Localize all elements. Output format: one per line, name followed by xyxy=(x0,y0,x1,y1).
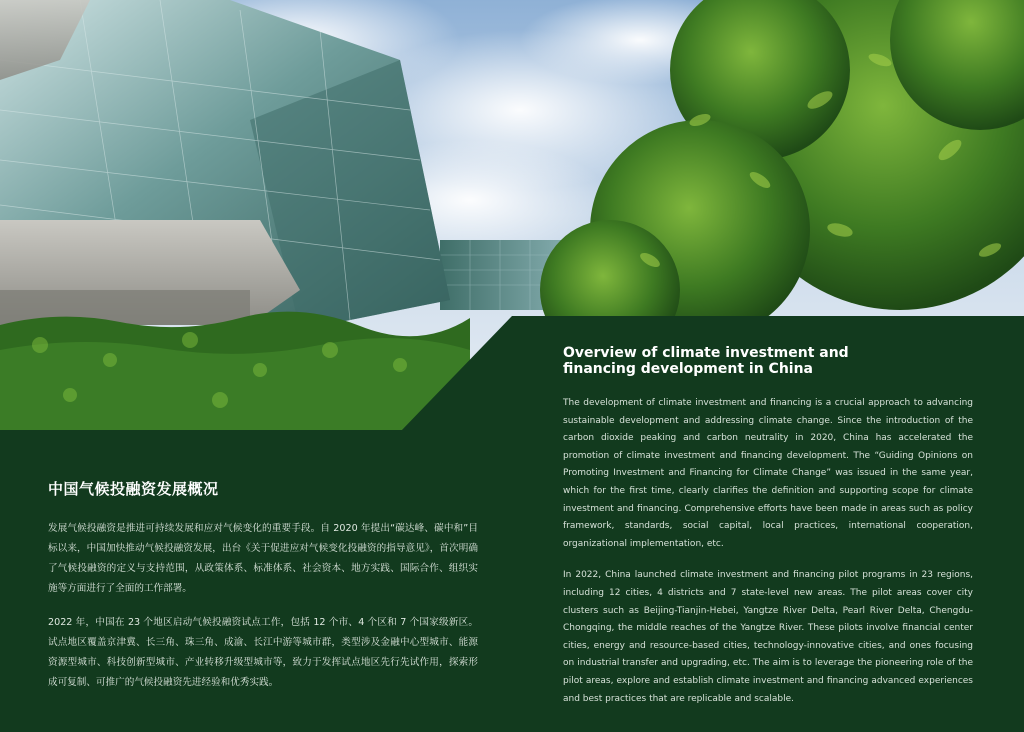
english-title-line-2: financing development in China xyxy=(563,361,814,377)
chinese-section xyxy=(48,478,478,707)
english-title xyxy=(563,345,973,377)
english-title-line-1: Overview of climate investment and xyxy=(563,345,849,361)
english-section xyxy=(563,345,973,722)
chinese-paragraph-1: 发展气候投融资是推进可持续发展和应对气候变化的重要手段。自 2020 年提出“碳达峰、碳中和”目标以来，中国加快推动气候投融资发展，出台《关于促进应对气候变化投融资的指导意见》，首次明确了气候投融资的定义与支持范围，从政策体系、标准体系、社会资本、地方实践、国际合作、组织实施等方面进行了全面的工作部署。 xyxy=(48,523,478,594)
chinese-title: 中国气候投融资发展概况 xyxy=(48,480,219,498)
english-paragraph-1: The development of climate investment and financing is a crucial approach to advancing sustainable development and addressing climate change. Since the introduction of the carbon dioxide peaking and carbon neutrality in 2020, China has accelerated the promotion of climate investment and financing development. The “Guiding Opinions on Promoting Investment and Financing for Climate Change” was issued in the same year, which for the first time, clearly clarifies the definition and supporting scope for climate investment and financing. Comprehensive efforts have been made in areas such as policy framework, standards, social capital, local practices, international cooperation, organizational implementation, etc. xyxy=(563,398,973,549)
english-paragraph-2: In 2022, China launched climate investment and financing pilot programs in 23 regions, including 12 cities, 4 districts and 7 state-level new areas. The pilot areas cover city clusters such as Beijing-Tianjin-Hebei, Yangtze River Delta, Pearl River Delta, Chengdu-Chongqing, the middle reaches of the Yangtze River. These pilots involve financial center cities, energy and resource-based cities, technology-innovative cities, and ones focusing on industrial transfer and upgrading, etc. The aim is to leverage the pioneering role of the pilot areas, explore and establish climate investment and financing advanced experiences and best practices that are replicable and scalable. xyxy=(563,570,973,704)
chinese-paragraph-2: 2022 年，中国在 23 个地区启动气候投融资试点工作，包括 12 个市、4 个区和 7 个国家级新区。试点地区覆盖京津冀、长三角、珠三角、成渝、长江中游等城市群，类型涉及金融中心型城市、能源资源型城市、科技创新型城市、产业转移升级型城市等，致力于发挥试点地区先行先试作用，探索形成可复制、可推广的气候投融资先进经验和优秀实践。 xyxy=(48,617,478,688)
